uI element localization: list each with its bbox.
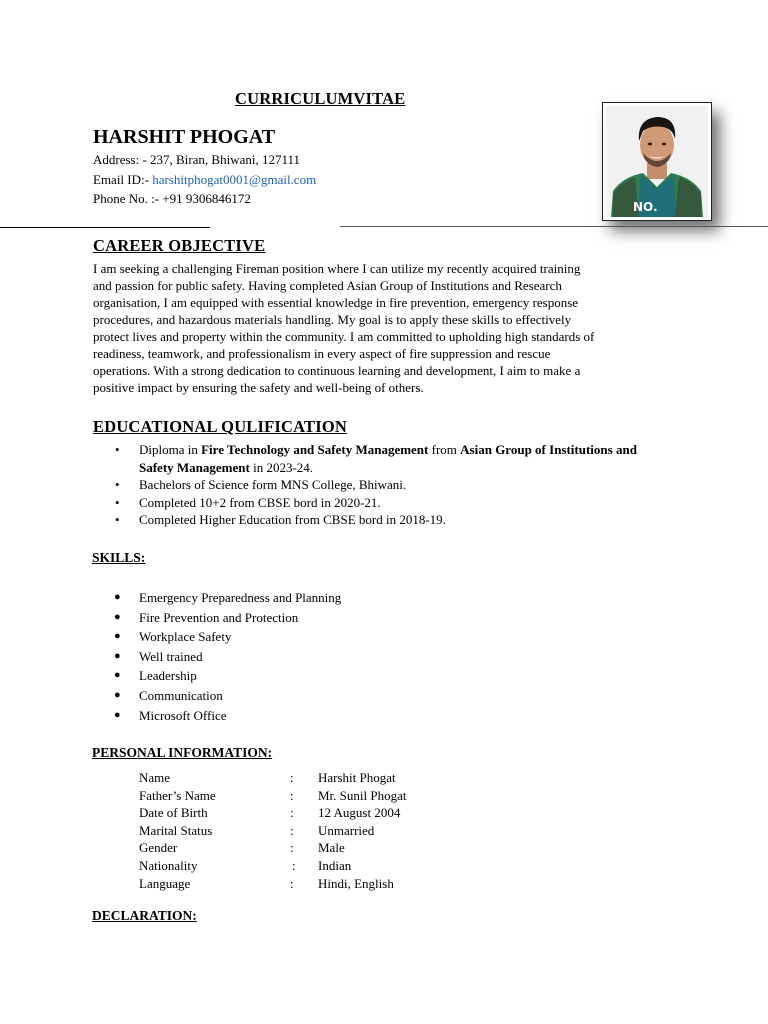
skill-text: Fire Prevention and Protection xyxy=(139,609,299,625)
info-colon: : xyxy=(290,875,294,891)
edu-institute: Asian Group of Institutions and Safety Management xyxy=(139,442,637,475)
skill-item xyxy=(93,706,341,726)
info-value: Male xyxy=(318,840,345,856)
education-item xyxy=(93,494,653,512)
info-key: Date of Birth xyxy=(139,805,208,821)
info-key: Language xyxy=(139,875,191,891)
objective-line: organisation, I am equipped with essential knowledge in fire prevention, emergency response xyxy=(93,295,579,310)
bullet-icon: ● xyxy=(114,649,121,662)
skill-text: Communication xyxy=(139,687,223,703)
bullet-icon: ● xyxy=(114,591,121,603)
skill-item xyxy=(93,588,341,608)
edu-text: Completed Higher Education from CBSE bord in 2018-19. xyxy=(139,512,446,527)
info-key: Marital Status xyxy=(139,822,213,838)
info-key: Father’s Name xyxy=(139,787,216,803)
info-key: Gender xyxy=(139,840,178,856)
education-item xyxy=(93,511,653,529)
objective-line: and passion for public safety. Having completed Asian Group of Institutions and Research xyxy=(93,278,562,293)
info-value: Harshit Phogat xyxy=(318,770,396,785)
info-value: Mr. Sunil Phogat xyxy=(318,787,407,803)
profile-photo-image xyxy=(603,103,711,220)
shirt-print: NO. xyxy=(633,200,658,214)
bullet-icon: ● xyxy=(114,630,121,643)
info-key: Nationality xyxy=(139,857,198,873)
document-title: CURRICULUMVITAE xyxy=(235,89,406,108)
info-colon: : xyxy=(290,770,294,785)
bullet-icon: ● xyxy=(114,610,121,623)
bullet-icon: • xyxy=(115,494,120,510)
skills-heading: SKILLS: xyxy=(92,550,146,565)
info-value: Indian xyxy=(318,857,352,873)
email-label: Email ID:- xyxy=(93,172,153,187)
candidate-name: HARSHIT PHOGAT xyxy=(93,126,276,148)
objective-line: I am seeking a challenging Fireman position where I can utilize my recently acquired training xyxy=(93,261,581,276)
skill-text: Well trained xyxy=(139,648,203,664)
bullet-icon: ● xyxy=(114,669,121,682)
bullet-icon: ● xyxy=(114,688,121,701)
divider-left xyxy=(0,227,210,228)
skill-text: Workplace Safety xyxy=(139,629,232,645)
skills-list xyxy=(93,588,341,725)
edu-course: Fire Technology and Safety Management xyxy=(201,442,429,457)
profile-photo xyxy=(602,102,712,221)
skill-item xyxy=(93,686,341,706)
education-heading: EDUCATIONAL QULIFICATION xyxy=(93,417,348,436)
address-line: Address: - 237, Biran, Bhiwani, 127111 xyxy=(93,152,301,167)
email-link[interactable]: harshitphogat0001@gmail.com xyxy=(152,172,317,187)
bullet-icon: • xyxy=(115,442,120,457)
info-colon: : xyxy=(290,805,294,821)
personal-info-heading: PERSONAL INFORMATION: xyxy=(92,745,273,760)
education-item xyxy=(93,441,653,476)
objective-line: procedures, and hazardous materials handling. My goal is to apply these skills to effectively xyxy=(93,312,572,327)
edu-text: from xyxy=(428,442,461,457)
info-key: Name xyxy=(139,770,171,785)
info-value: Unmarried xyxy=(318,822,375,838)
info-colon: : xyxy=(290,840,294,856)
skill-item xyxy=(93,666,341,686)
info-colon: : xyxy=(290,787,294,803)
career-objective-text xyxy=(93,260,653,396)
info-value: Hindi, English xyxy=(318,875,394,891)
skill-item xyxy=(93,608,341,628)
declaration-heading: DECLARATION: xyxy=(92,908,197,923)
info-colon: : xyxy=(290,822,294,838)
bullet-icon: ● xyxy=(114,708,121,721)
email-line xyxy=(93,172,316,188)
edu-text: Bachelors of Science form MNS College, Bhiwani. xyxy=(139,477,407,492)
education-list xyxy=(93,441,653,529)
skill-text: Leadership xyxy=(139,668,197,684)
skill-text: Emergency Preparedness and Planning xyxy=(139,590,342,605)
edu-text: Diploma in xyxy=(139,442,202,457)
bullet-icon: • xyxy=(115,477,120,492)
bullet-icon: • xyxy=(115,512,120,527)
divider-right xyxy=(340,226,768,227)
skill-item xyxy=(93,647,341,667)
edu-text: Completed 10+2 from CBSE bord in 2020-21. xyxy=(139,494,381,510)
career-objective-heading: CAREER OBJECTIVE xyxy=(93,236,266,255)
skill-text: Microsoft Office xyxy=(139,707,227,723)
education-item xyxy=(93,476,653,494)
info-colon: : xyxy=(292,857,296,873)
objective-line: protect lives and property within the community. I am committed to upholding high standards of xyxy=(93,329,595,344)
edu-text: in 2023-24. xyxy=(249,459,314,475)
objective-line: positive impact by ensuring the safety and well-being of others. xyxy=(93,380,424,395)
phone-line: Phone No. :- +91 9306846172 xyxy=(93,191,251,206)
info-value: 12 August 2004 xyxy=(318,805,401,821)
objective-line: operations. With a strong dedication to continuous learning and development, I aim to make a xyxy=(93,363,581,378)
skill-item xyxy=(93,627,341,647)
objective-line: readiness, teamwork, and professionalism in every aspect of fire suppression and rescue xyxy=(93,346,551,361)
